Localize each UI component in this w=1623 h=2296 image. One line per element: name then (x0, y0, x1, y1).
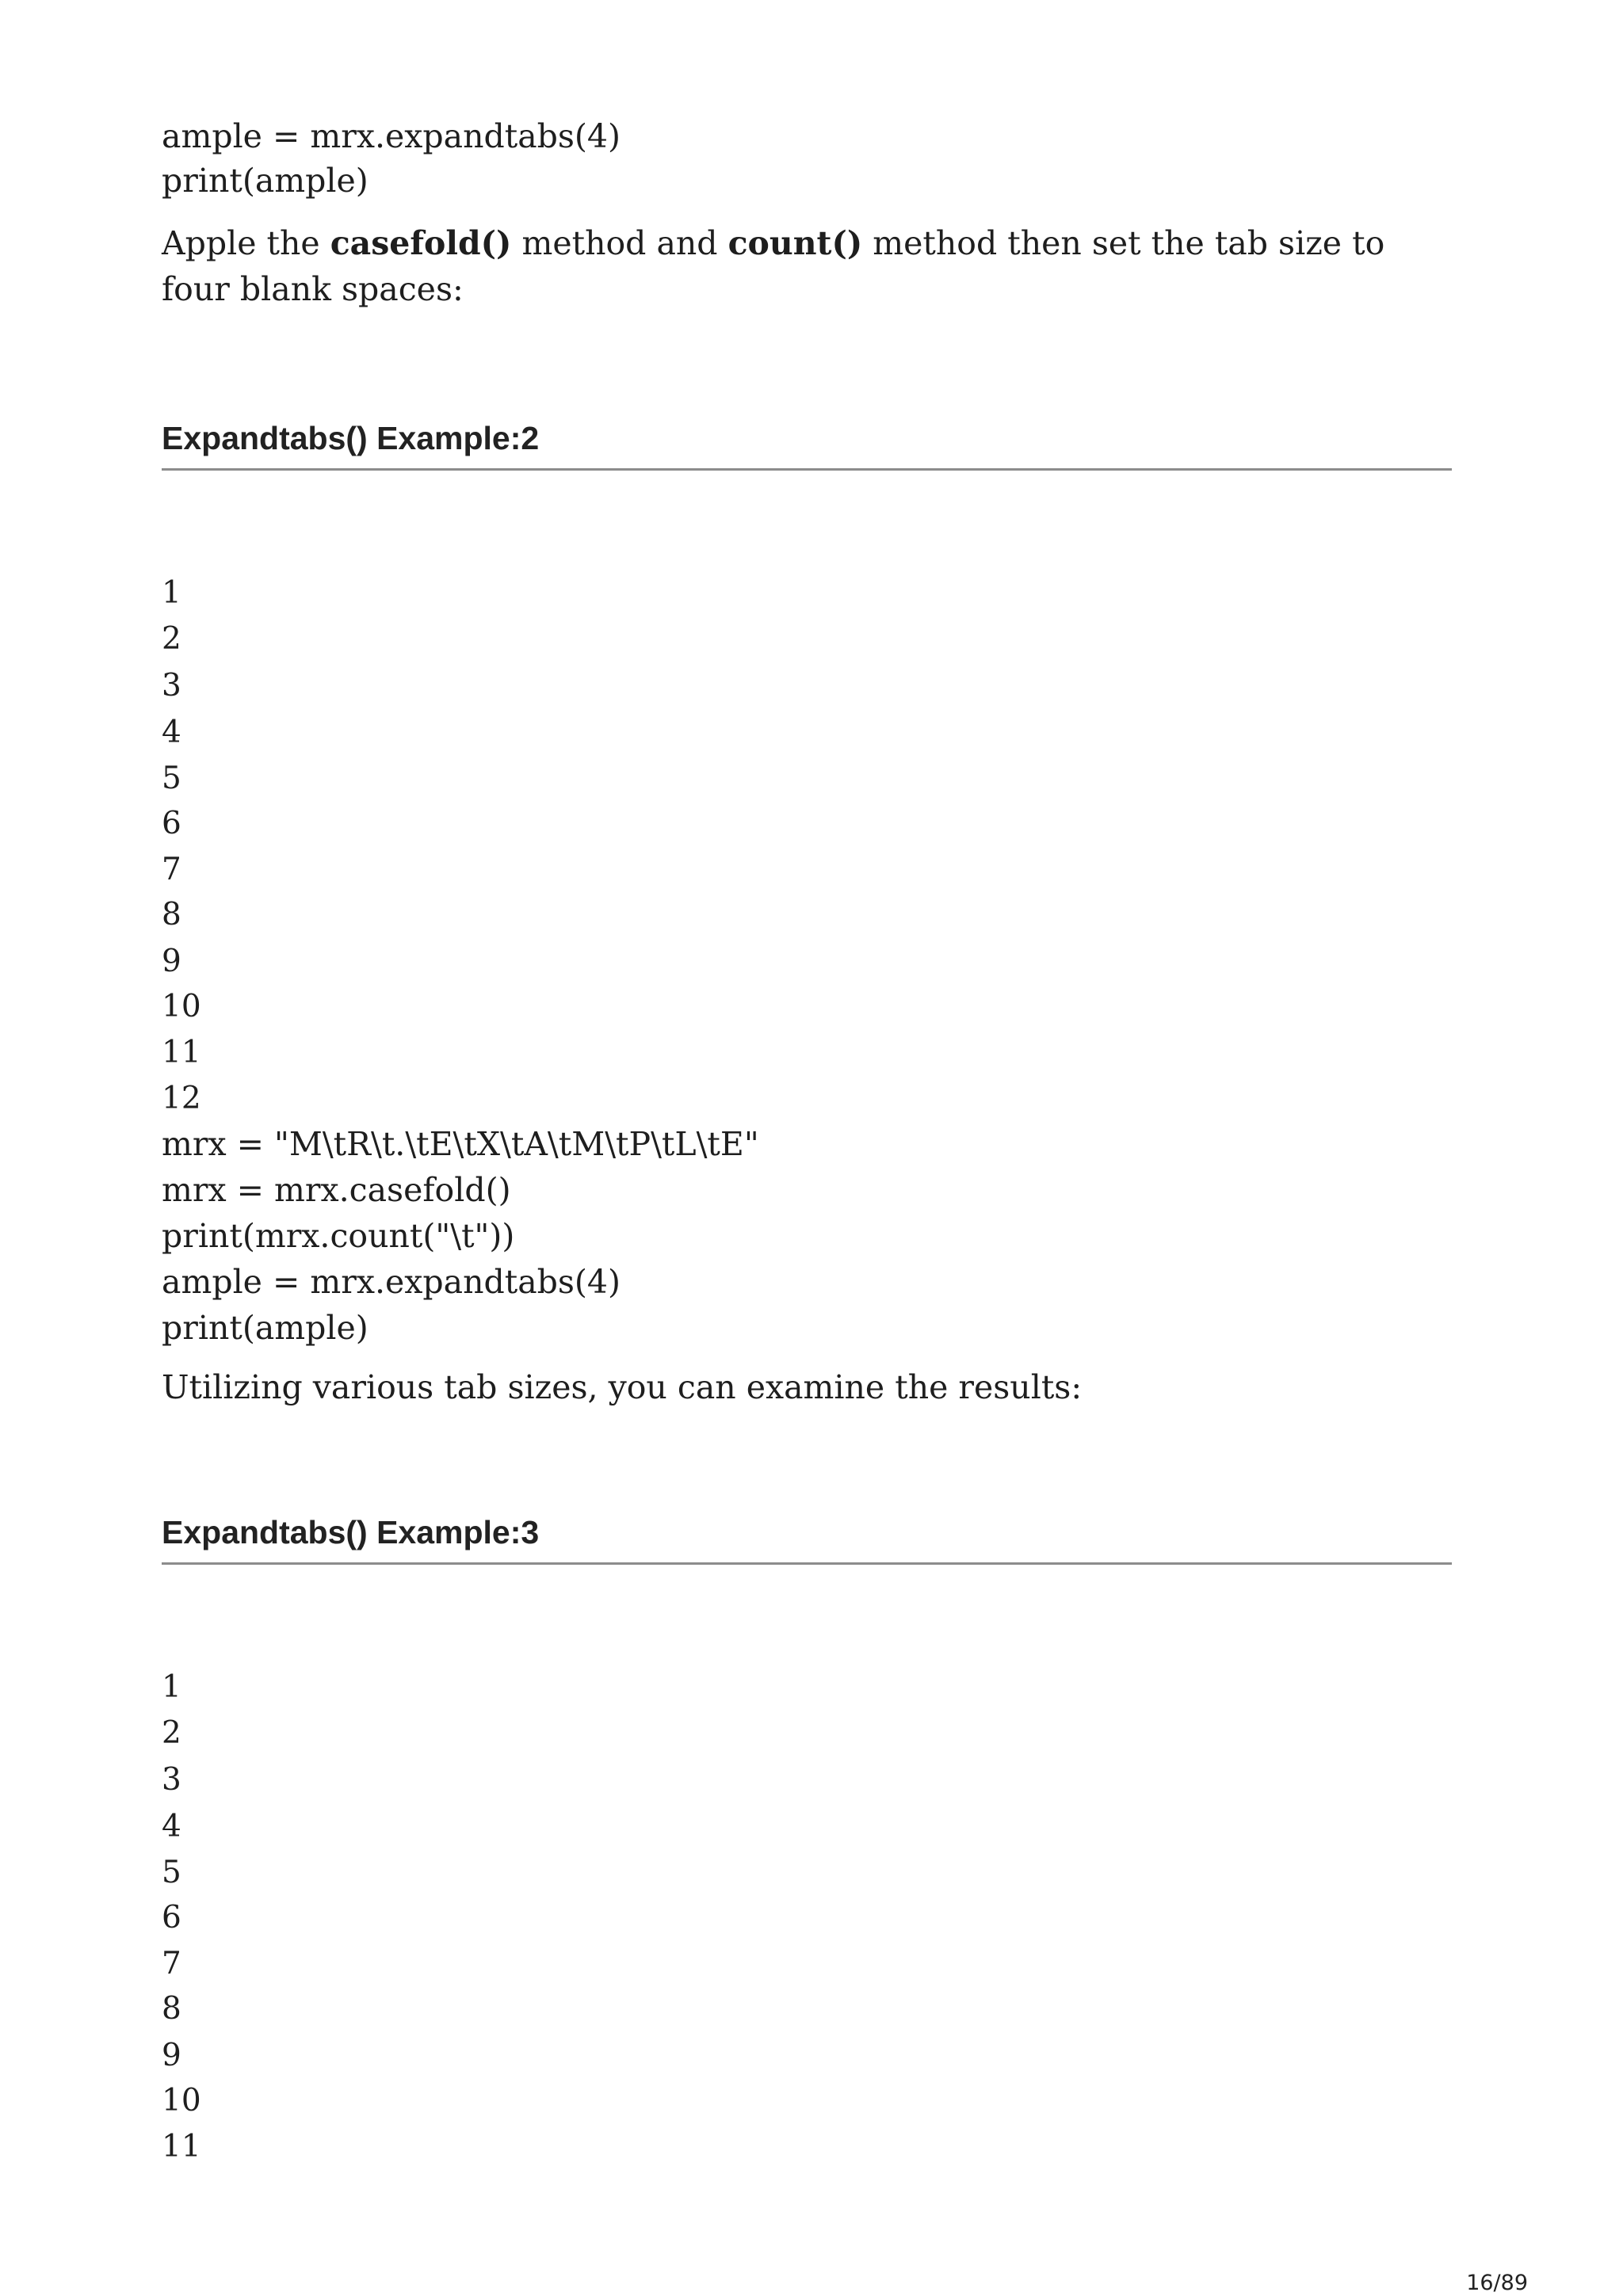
code-line: mrx = mrx.casefold() (162, 1171, 511, 1209)
casefold-method-name: casefold() (330, 224, 512, 262)
count-method-name: count() (727, 224, 863, 262)
line-number: 11 (162, 1035, 201, 1070)
line-number: 8 (162, 897, 181, 933)
intro-paragraph (162, 220, 1461, 312)
line-number: 10 (162, 2083, 201, 2119)
results-paragraph: Utilizing various tab sizes, you can examine the results: (162, 1368, 1083, 1406)
line-number: 2 (162, 1715, 181, 1751)
line-number: 5 (162, 761, 181, 796)
intro-text: Apple the (162, 224, 330, 262)
line-number: 3 (162, 1762, 181, 1798)
line-number: 10 (162, 989, 201, 1024)
line-number: 7 (162, 1946, 181, 1981)
line-number: 6 (162, 806, 181, 841)
line-number: 1 (162, 575, 181, 611)
line-number: 7 (162, 852, 181, 887)
example2-heading: Expandtabs() Example:2 (162, 420, 540, 456)
line-number: 4 (162, 715, 181, 750)
line-number: 11 (162, 2129, 201, 2164)
example3-heading: Expandtabs() Example:3 (162, 1514, 540, 1550)
code-line: print(ample) (162, 1309, 369, 1347)
line-number: 8 (162, 1991, 181, 2027)
code-line: ample = mrx.expandtabs(4) (162, 117, 621, 155)
line-number: 5 (162, 1855, 181, 1890)
line-number: 6 (162, 1900, 181, 1936)
example2-divider (162, 468, 1452, 471)
example3-divider (162, 1562, 1452, 1565)
line-number: 9 (162, 944, 181, 979)
intro-text: method then set the tab size to four blank spaces: (162, 224, 1385, 308)
code-line: mrx = "M\tR\t.\tE\tX\tA\tM\tP\tL\tE" (162, 1125, 759, 1163)
line-number: 2 (162, 621, 181, 657)
line-number: 3 (162, 668, 181, 704)
page-indicator: 16/89 (1466, 2271, 1528, 2295)
intro-text: method and (511, 224, 728, 262)
line-number: 9 (162, 2038, 181, 2073)
line-number: 1 (162, 1669, 181, 1705)
code-line: print(mrx.count("\t")) (162, 1217, 515, 1255)
line-number: 12 (162, 1081, 201, 1116)
code-line: ample = mrx.expandtabs(4) (162, 1263, 621, 1301)
line-number: 4 (162, 1809, 181, 1844)
code-line: print(ample) (162, 162, 369, 200)
